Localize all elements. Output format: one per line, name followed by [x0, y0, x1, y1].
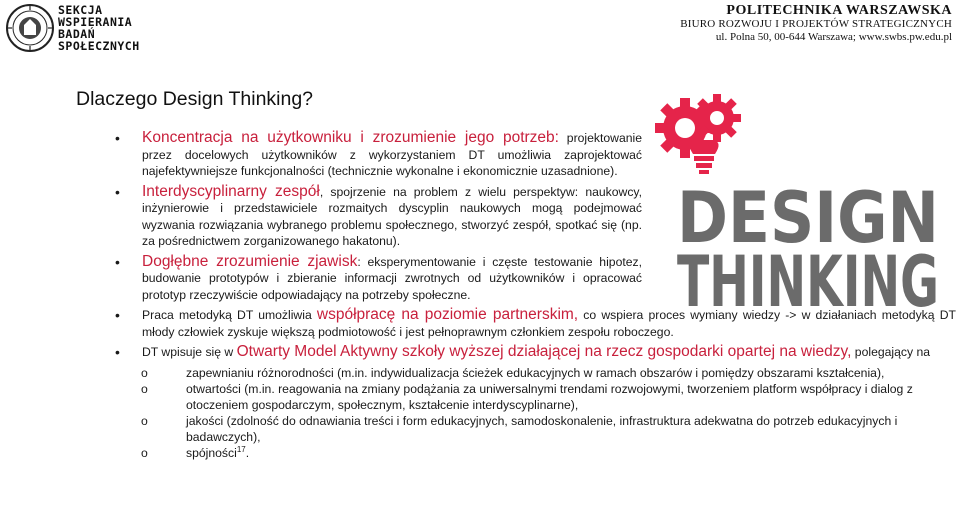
bullet-heading: Otwarty Model Aktywny szkoły wyższej działającej na rzecz gospodarki opartej na wiedzy, [236, 343, 852, 360]
bullet-heading: Koncentracja na użytkowniku i zrozumienie jego potrzeb: [142, 129, 559, 146]
footnote-marker: 17 [236, 444, 246, 454]
page-header [0, 0, 960, 58]
section-logo-text [58, 4, 140, 52]
sub-item: o jakości (zdolność do odnawiania treści i form edukacyjnych, samodoskonalenie, infrastruktura adekwatna do potrzeb edukacyjnych i badawczych), [186, 413, 960, 445]
institution-block [680, 3, 952, 44]
bullet-item [142, 307, 956, 340]
logo-line: WSPIERANIA [58, 15, 133, 29]
bullet-text: polegający na [851, 345, 931, 359]
logo-line: SEKCJA [58, 3, 103, 17]
design-thinking-graphic [655, 92, 955, 314]
sub-item: o otwartości (m.in. reagowania na zmiany podążania za uniwersalnymi trendami rozwojowymi, tworzeniem platform współpracy i dialog z otoczeniem gospodarczym, społecznym, kształcenie interdyscyplinarne), [186, 381, 960, 413]
department-name: BIURO ROZWOJU I PROJEKTÓW STRATEGICZNYCH [680, 18, 952, 30]
bullet-item [142, 254, 642, 304]
institution-name: POLITECHNIKA WARSZAWSKA [726, 3, 952, 18]
bullet-heading: Interdyscyplinarny zespół [142, 182, 320, 200]
gears-lightbulb-icon [655, 94, 741, 174]
sub-item [186, 445, 960, 461]
bullet-text: projektowanie przez docelowych użytkowników z wykorzystaniem DT umożliwia zaprojektować najefektywniejsze funkcjonalności (technicznie wykonalne i ekonomicznie uzasadnione). [142, 131, 643, 178]
logo-line: SPOŁECZNYCH [58, 39, 140, 53]
sub-item-text: spójności [186, 445, 237, 460]
bullet-item [142, 130, 642, 180]
graphic-word-thinking: THINKING [677, 241, 939, 314]
bullet-pre: DT wpisuje się w [142, 345, 237, 359]
sub-item-end: . [245, 445, 250, 460]
bullet-text: co wspiera proces wymiany wiedzy -> w działaniach metodyką DT młody człowiek zyskuje większą podmiotowość i jest pełnoprawnym członkiem zespołu roboczego. [142, 308, 956, 339]
address-line: ul. Polna 50, 00-644 Warszawa; www.swbs.pw.edu.pl [715, 31, 952, 43]
logo-line: BADAŃ [58, 27, 96, 41]
bullet-item [142, 344, 956, 361]
bullet-heading: współpracę na poziomie partnerskim, [316, 306, 579, 323]
graphic-word-design: DESIGN [677, 177, 939, 259]
bullet-item [142, 184, 642, 250]
bullet-heading: Dogłębne zrozumienie zjawisk [142, 252, 358, 270]
bullet-text: : eksperymentowanie i częste testowanie hipotez, budowanie prototypów i zbieranie informacji zwrotnych od użytkowników i opracować prototyp rzeczywiście odpowiadający na potrzeby społeczne. [142, 254, 642, 302]
bullet-pre: Praca metodyką DT umożliwia [142, 308, 317, 322]
page-title: Dlaczego Design Thinking? [76, 88, 314, 110]
bullet-text: , spojrzenie na problem z wielu perspektyw: naukowcy, inżynierowie i przedstawiciele rozmaitych dyscyplin naukowych mogą podejmować wyzwania rozwiązania wybranego problemu społecznego, stworzyć zespół, spotkać się (np. za pośrednictwem zorganizowanego hakatonu). [142, 184, 643, 248]
university-seal-icon [5, 3, 55, 53]
sub-item: o zapewnianiu różnorodności (m.in. indywidualizacja ścieżek edukacyjnych w ramach obszarów i pomiędzy obszarami kształcenia), [186, 365, 960, 381]
